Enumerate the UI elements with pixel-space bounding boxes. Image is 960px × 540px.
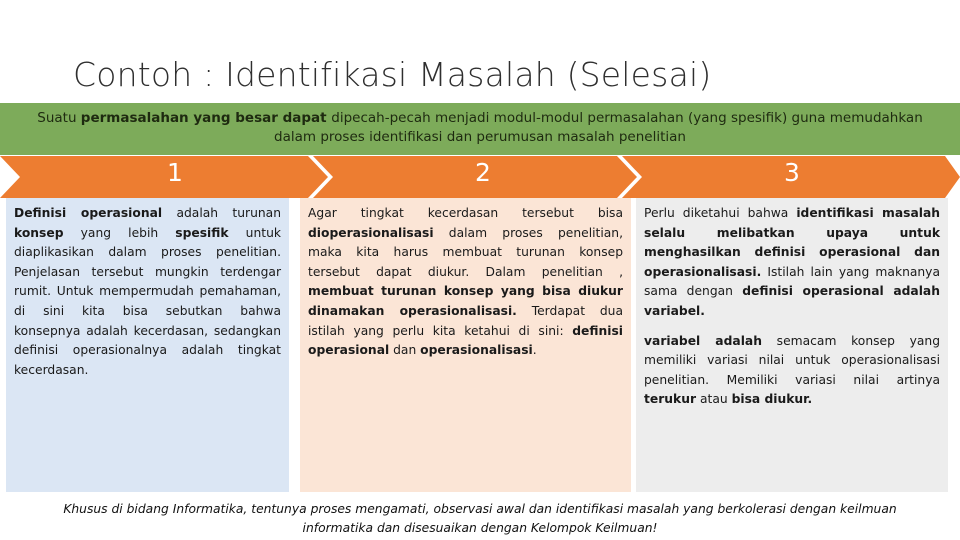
- step-2-text-4: dan: [389, 343, 421, 358]
- step-1-text-1: adalah turunan: [162, 206, 281, 220]
- step-3-text-2: Istilah lain yang maknanya sama dengan: [644, 264, 940, 299]
- step-3-content: [636, 198, 948, 492]
- step-3-bold-3: variabel adalah: [644, 333, 762, 348]
- step-2-bold-1: dioperasionalisasi: [308, 225, 434, 240]
- step-3-bold-4: terukur: [644, 392, 697, 407]
- step-2-text-1: Agar tingkat kecerdasan tersebut bisa: [308, 206, 623, 220]
- step-2-content: [300, 198, 631, 492]
- step-2-text-2: dalam proses penelitian, maka kita harus membuat turunan konsep tersebut dapat diukur. Dalam penelitian ,: [308, 225, 623, 279]
- step-3-bold-5: bisa diukur.: [731, 392, 813, 407]
- step-1-text-3: untuk diaplikasikan dalam proses penelitian. Penjelasan tersebut mungkin terdengar rumit. Untuk mempermudah pemahaman, di sini kita bisa sebutkan bahwa konsepnya adalah kecerdasan, sedangkan definisi operasionalnya adalah tingkat kecerdasan.: [14, 225, 281, 377]
- step-2-paragraph: [308, 204, 623, 361]
- step-2-text-5: .: [532, 343, 537, 358]
- step-number-2: 2: [475, 158, 491, 187]
- step-1-text-2: yang lebih: [63, 225, 176, 240]
- summary-banner: [0, 103, 960, 155]
- banner-bold-1: permasalahan yang besar dapat: [80, 110, 332, 126]
- step-3-bold-2: definisi operasional adalah variabel.: [644, 284, 940, 318]
- banner-text-1: Suatu: [37, 110, 81, 126]
- banner-text-2: dipecah-pecah menjadi modul-modul permasalahan (yang spesifik) guna memudahkan: [331, 110, 923, 126]
- step-3-paragraph-1: [644, 204, 940, 322]
- footer-note: Khusus di bidang Informatika, tentunya proses mengamati, observasi awal dan identifikasi masalah yang berkolerasi dengan keilmuan informatika dan disesuaikan dengan Kelompok Keilmuan!: [63, 502, 897, 535]
- slide-title: Contoh : Identifikasi Masalah (Selesai): [73, 55, 712, 94]
- step-1-bold-3: spesifik: [175, 225, 229, 240]
- step-2-text-3: Terdapat dua istilah yang perlu kita ketahui di sini:: [308, 303, 623, 338]
- step-3-paragraph-2: [644, 332, 940, 410]
- step-number-3: 3: [784, 158, 800, 187]
- step-1-bold-1: Definisi operasional: [14, 206, 163, 220]
- step-1-bold-2: konsep: [14, 225, 64, 240]
- step-3-text-4: Memiliki variasi nilai artinya: [726, 372, 941, 387]
- step-3-text-1: Perlu diketahui bahwa: [644, 206, 797, 220]
- step-number-1: 1: [167, 158, 183, 187]
- step-2-bold-3: definisi operasional: [308, 323, 623, 358]
- step-3-bold-1: identifikasi masalah selalu melibatkan upaya untuk menghasilkan definisi operasional dan operasionalisasi.: [644, 206, 941, 279]
- step-1-content: [6, 198, 289, 492]
- step-3-text-3: semacam konsep yang memiliki variasi nilai untuk operasionalisasi penelitian.: [644, 333, 940, 387]
- step-2-bold-2: membuat turunan konsep yang bisa diukur dinamakan operasionalisasi.: [308, 284, 623, 318]
- step-2-bold-4: operasionalisasi: [420, 343, 533, 358]
- step-3-text-5: atau: [696, 392, 732, 407]
- step-1-paragraph: [14, 204, 281, 380]
- banner-text-3: dalam proses identifikasi dan perumusan masalah penelitian: [274, 129, 686, 145]
